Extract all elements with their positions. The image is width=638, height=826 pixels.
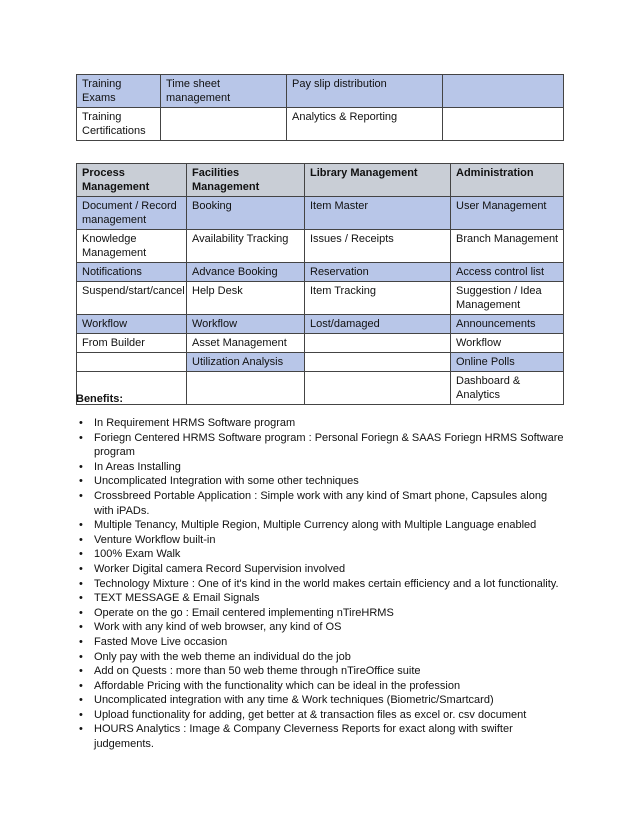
bullet-icon: • <box>79 708 83 721</box>
table-cell: Reservation <box>305 263 451 282</box>
list-item-text: Operate on the go : Email centered implementing nTireHRMS <box>94 606 394 619</box>
table-cell: Analytics & Reporting <box>287 108 443 141</box>
table-row <box>77 197 564 230</box>
bullet-icon: • <box>79 431 83 444</box>
list-item-text: HOURS Analytics : Image & Company Cleverness Reports for exact along with swifter judgements. <box>94 723 513 751</box>
table-cell: Workflow <box>451 334 564 353</box>
list-item <box>76 664 564 679</box>
table-cell <box>443 75 564 108</box>
bullet-icon: • <box>79 723 83 736</box>
bullet-icon: • <box>79 475 83 488</box>
list-item-text: Only pay with the web theme an individual do the job <box>94 650 351 663</box>
list-item-text: Crossbreed Portable Application : Simple work with any kind of Smart phone, Capsules along with iPADs. <box>94 489 548 517</box>
list-item <box>76 460 564 475</box>
bullet-icon: • <box>79 621 83 634</box>
table-cell: Issues / Receipts <box>305 230 451 263</box>
table-cell: Suspend/start/cancel <box>77 282 187 315</box>
bullet-icon: • <box>79 679 83 692</box>
table-cell: Online Polls <box>451 353 564 372</box>
list-item-text: 100% Exam Walk <box>94 548 181 561</box>
table-cell: Training Exams <box>77 75 161 108</box>
table-cell: Training Certifications <box>77 108 161 141</box>
bullet-icon: • <box>79 650 83 663</box>
list-item <box>76 679 564 694</box>
list-item <box>76 635 564 650</box>
benefits-list <box>76 416 564 752</box>
modules-table-top <box>76 74 564 141</box>
list-item-text: Affordable Pricing with the functionality which can be ideal in the profession <box>94 679 461 692</box>
bullet-icon: • <box>79 417 83 429</box>
table-row <box>77 108 564 141</box>
table-cell: Branch Management <box>451 230 564 263</box>
column-header: Process Management <box>77 164 187 197</box>
bullet-icon: • <box>79 577 83 590</box>
list-item <box>76 606 564 621</box>
list-item <box>76 489 564 518</box>
column-header: Administration <box>451 164 564 197</box>
list-item <box>76 562 564 577</box>
table-cell: Lost/damaged <box>305 315 451 334</box>
list-item-text: In Requirement HRMS Software program <box>94 417 296 429</box>
bullet-icon: • <box>79 489 83 502</box>
table-cell <box>305 334 451 353</box>
list-item-text: Work with any kind of web browser, any kind of OS <box>94 621 342 634</box>
column-header: Library Management <box>305 164 451 197</box>
list-item-text: Add on Quests : more than 50 web theme through nTireOffice suite <box>94 665 421 678</box>
table-header-row <box>77 164 564 197</box>
list-item <box>76 547 564 562</box>
list-item <box>76 620 564 635</box>
list-item <box>76 577 564 592</box>
table-cell <box>77 353 187 372</box>
bullet-icon: • <box>79 548 83 561</box>
table-cell <box>443 108 564 141</box>
list-item <box>76 650 564 665</box>
table-cell <box>305 372 451 405</box>
table-row <box>77 282 564 315</box>
bullet-icon: • <box>79 533 83 546</box>
table-row <box>77 263 564 282</box>
list-item <box>76 533 564 548</box>
table-row <box>77 353 564 372</box>
list-item <box>76 693 564 708</box>
table-cell: Availability Tracking <box>187 230 305 263</box>
table-cell: Booking <box>187 197 305 230</box>
list-item-text: Worker Digital camera Record Supervision involved <box>94 562 346 575</box>
list-item-text: Multiple Tenancy, Multiple Region, Multiple Currency along with Multiple Language enabled <box>94 519 537 532</box>
list-item-text: Fasted Move Live occasion <box>94 635 228 648</box>
list-item <box>76 416 564 431</box>
table-cell: Time sheet management <box>161 75 287 108</box>
table-cell: Item Tracking <box>305 282 451 315</box>
list-item-text: Uncomplicated integration with any time & Work techniques (Biometric/Smartcard) <box>94 694 494 707</box>
bullet-icon: • <box>79 562 83 575</box>
list-item-text: Foriegn Centered HRMS Software program : Personal Foriegn & SAAS Foriegn HRMS Software program <box>94 431 564 459</box>
list-item-text: Venture Workflow built-in <box>94 533 216 546</box>
table-cell: Item Master <box>305 197 451 230</box>
table-cell: Workflow <box>187 315 305 334</box>
table-cell: Document / Record management <box>77 197 187 230</box>
table-cell: Announcements <box>451 315 564 334</box>
table-cell: Workflow <box>77 315 187 334</box>
list-item <box>76 431 564 460</box>
table-cell: Knowledge Management <box>77 230 187 263</box>
table-cell: Utilization Analysis <box>187 353 305 372</box>
table-cell <box>161 108 287 141</box>
list-item-text: Upload functionality for adding, get better at & transaction files as excel or. csv document <box>94 708 527 721</box>
modules-table-main <box>76 163 564 405</box>
benefits-heading: Benefits: <box>76 393 124 405</box>
table-cell: Notifications <box>77 263 187 282</box>
table-cell <box>187 372 305 405</box>
table-cell: From Builder <box>77 334 187 353</box>
table-cell: User Management <box>451 197 564 230</box>
table-row <box>77 334 564 353</box>
table-cell <box>305 353 451 372</box>
list-item-text: Uncomplicated Integration with some other techniques <box>94 475 359 488</box>
bullet-icon: • <box>79 694 83 707</box>
table-row <box>77 315 564 334</box>
list-item-text: In Areas Installing <box>94 460 181 473</box>
bullet-icon: • <box>79 606 83 619</box>
table-row <box>77 75 564 108</box>
list-item <box>76 708 564 723</box>
table-cell: Dashboard & Analytics <box>451 372 564 405</box>
table-cell: Pay slip distribution <box>287 75 443 108</box>
table-cell: Help Desk <box>187 282 305 315</box>
list-item-text: TEXT MESSAGE & Email Signals <box>94 592 260 605</box>
bullet-icon: • <box>79 635 83 648</box>
column-header: Facilities Management <box>187 164 305 197</box>
table-cell: Asset Management <box>187 334 305 353</box>
list-item <box>76 518 564 533</box>
bullet-icon: • <box>79 592 83 605</box>
list-item <box>76 591 564 606</box>
table-cell: Suggestion / Idea Management <box>451 282 564 315</box>
bullet-icon: • <box>79 665 83 678</box>
list-item <box>76 474 564 489</box>
table-row <box>77 230 564 263</box>
table-row <box>77 372 564 405</box>
bullet-icon: • <box>79 519 83 532</box>
table-cell: Advance Booking <box>187 263 305 282</box>
table-cell: Access control list <box>451 263 564 282</box>
list-item-text: Technology Mixture : One of it's kind in the world makes certain efficiency and a lot functionality. <box>94 577 559 590</box>
list-item <box>76 722 564 751</box>
bullet-icon: • <box>79 460 83 473</box>
